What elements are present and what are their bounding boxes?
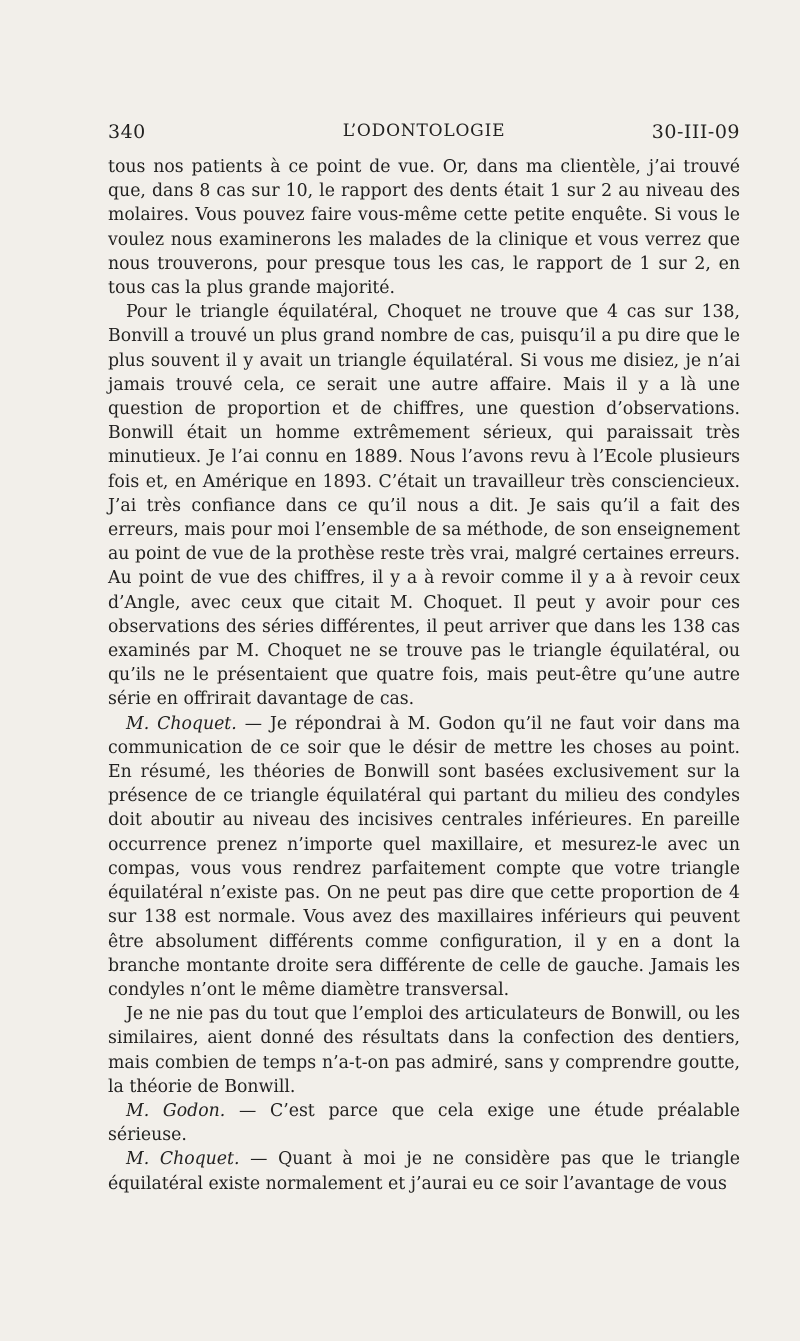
paragraph-text: tous nos patients à ce point de vue. Or, dans ma clientèle, j’ai trouvé que, dans 8 cas sur 10, le rapport des dents était 1 sur 2 au niveau des molaires. Vous pouvez faire vous-même cette petite enquête. Si vous le voulez nous examinerons les malades de la clinique et vous verrez que nous trouverons, pour presque tous les cas, le rapport de 1 sur 2, en tous cas la plus grande majorité. — [108, 157, 740, 299]
speaker-name: M. Choquet. — [126, 713, 237, 734]
page-number: 340 — [108, 121, 146, 143]
paragraph-text: — Quant à moi je ne considère pas que le triangle équilatéral existe normalement et j’aurai eu ce soir l’avantage de vous — [108, 1149, 741, 1194]
journal-title: L’ODONTOLOGIE — [342, 121, 506, 141]
paragraph-continuation — [108, 155, 740, 300]
paragraph-godon-reply — [108, 1099, 740, 1147]
paragraph-choquet-reply — [108, 712, 740, 1002]
running-header — [108, 121, 740, 149]
body-text — [108, 155, 740, 1196]
paragraph-text: — Je répondrai à M. Godon qu’il ne faut voir dans ma communication de ce soir que le désir de mettre les choses au point. En résumé, les théories de Bonwill sont basées exclusivement sur la présence de ce triangle équilatéral qui partant du milieu des condyles doit aboutir au niveau des incisives centrales inférieures. En pareille occurrence prenez n’importe quel maxillaire, et mesurez-le avec un compas, vous vous rendrez parfaitement compte que votre triangle équilatéral n’existe pas. On ne peut pas dire que cette proportion de 4 sur 138 est normale. Vous avez des maxillaires inférieurs qui peuvent être absolument différents comme configuration, il y en a dont la branche montante droite sera différente de celle de gauche. Jamais les condyles n’ont le même diamètre transversal. — [108, 713, 740, 1000]
paragraph-text: Je ne nie pas du tout que l’emploi des articulateurs de Bonwill, ou les similaires, aient donné des résultats dans la confection des dentiers, mais combien de temps n’a-t-on pas admiré, sans y comprendre goutte, la théorie de Bonwill. — [108, 1004, 740, 1097]
paragraph-godon-bonwill — [108, 300, 740, 711]
paragraph-choquet-conclusion — [108, 1147, 740, 1195]
paragraph-articulateurs — [108, 1002, 740, 1099]
paragraph-text: Pour le triangle équilatéral, Choquet ne trouve que 4 cas sur 138, Bonvill a trouvé un plus grand nombre de cas, puisqu’il a pu dire que le plus souvent il y avait un triangle équilatéral. Si vous me disiez, je n’ai jamais trouvé cela, ce serait une autre affaire. Mais il y a là une question de proportion et de chiffres, une question d’observations. Bonwill était un homme extrêmement sérieux, qui paraissait très minutieux. Je l’ai connu en 1889. Nous l’avons revu à l’Ecole plusieurs fois et, en Amérique en 1893. C’était un travailleur très consciencieux. J’ai très confiance dans ce qu’il nous a dit. Je sais qu’il a fait des erreurs, mais pour moi l’ensemble de sa méthode, de son enseignement au point de vue de la prothèse reste très vrai, malgré certaines erreurs. Au point de vue des chiffres, il y a à revoir comme il y a à revoir ceux d’Angle, avec ceux que citait M. Choquet. Il peut y avoir pour ces observations des séries différentes, il peut arriver que dans les 138 cas examinés par M. Choquet ne se trouve pas le triangle équilatéral, ou qu’ils ne le présentaient que quatre fois, mais peut-être qu’une autre série en offrirait davantage de cas. — [108, 302, 740, 710]
issue-date: 30-III-09 — [651, 121, 740, 143]
paragraph-text: — C’est parce que cela exige une étude préalable sérieuse. — [108, 1100, 740, 1146]
speaker-name: M. Choquet. — [126, 1149, 240, 1170]
speaker-name: M. Godon. — [126, 1100, 226, 1121]
